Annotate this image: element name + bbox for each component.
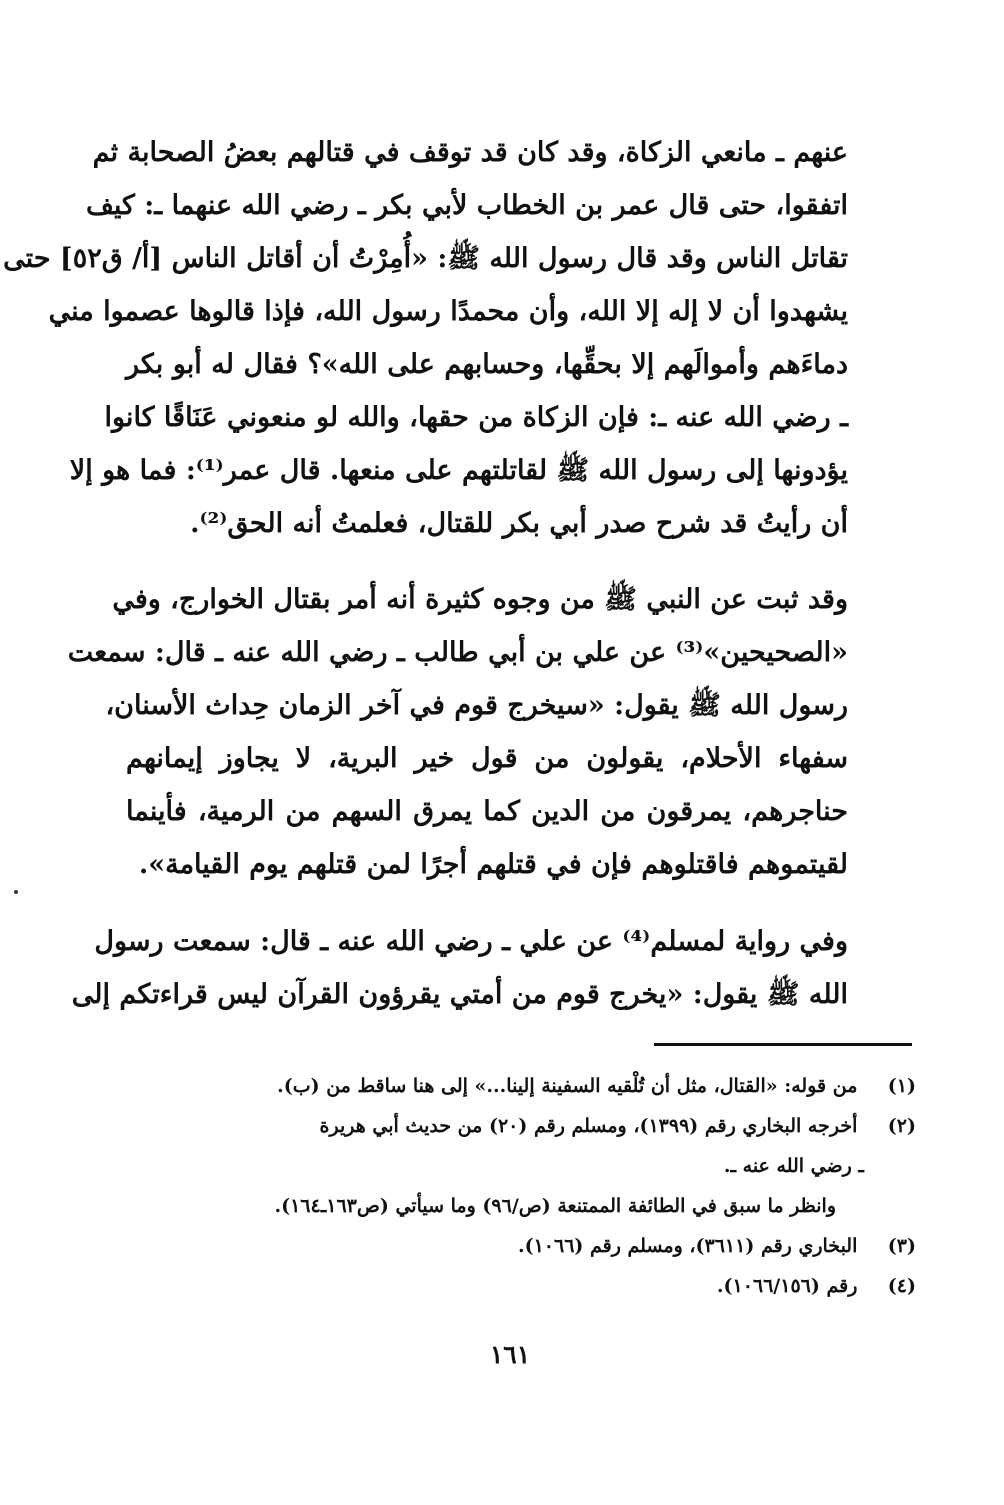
text-line: اتفقوا، حتى قال عمر بن الخطاب لأبي بكر ـ رضي الله عنهما ـ: كيف <box>85 190 848 221</box>
footnote-4 <box>126 1266 916 1306</box>
text-line: أن رأيتُ قد شرح صدر أبي بكر للقتال، فعلمتُ أنه الحق⁽²⁾. <box>190 508 848 539</box>
footnote-number: (٢) <box>887 1115 916 1137</box>
footnote-text: وانظر ما سبق في الطائفة الممتنعة (ص/٩٦) وما سيأتي (ص١٦٣ـ١٦٤). <box>274 1195 836 1217</box>
text-line: الله ﷺ يقول: «يخرج قوم من أمتي يقرؤون القرآن ليس قراءتكم إلى <box>71 979 848 1010</box>
text-line: وقد ثبت عن النبي ﷺ من وجوه كثيرة أنه أمر بقتال الخوارج، وفي <box>112 584 848 615</box>
footnote-text: رقم (١٠٦٦/١٥٦). <box>716 1275 858 1297</box>
text-line: دماءَهم وأموالَهم إلا بحقِّها، وحسابهم على الله»؟ فقال له أبو بكر <box>126 349 848 380</box>
text-line: لقيتموهم فاقتلوهم فإن في قتلهم أجرًا لمن قتلهم يوم القيامة». <box>138 849 848 880</box>
text-line: يؤدونها إلى رسول الله ﷺ لقاتلتهم على منعها. قال عمر⁽¹⁾: فما هو إلا <box>69 455 848 486</box>
paragraph-1 <box>3 126 848 550</box>
text-line: عنهم ـ مانعي الزكاة، وقد كان قد توقف في قتالهم بعضُ الصحابة ثم <box>92 137 848 168</box>
text-line: يشهدوا أن لا إله إلا الله، وأن محمدًا رسول الله، فإذا قالوها عصموا مني <box>48 296 848 327</box>
text-line: تقاتل الناس وقد قال رسول الله ﷺ: «أُمِرْتُ أن أقاتل الناس [أ/ ق٥٢] حتى <box>3 243 848 274</box>
footnote-number: (١) <box>887 1075 916 1097</box>
footnote-text: ـ رضي الله عنه ـ. <box>723 1155 864 1177</box>
text-line: سفهاء الأحلام، يقولون من قول خير البرية، لا يجاوز إيمانهم <box>126 743 848 774</box>
text-line: حناجرهم، يمرقون من الدين كما يمرق السهم من الرمية، فأينما <box>126 796 848 827</box>
footnote-2 <box>126 1106 916 1146</box>
footnotes <box>126 1066 916 1306</box>
paragraph-3 <box>71 915 848 1021</box>
text-line: وفي رواية لمسلم⁽⁴⁾ عن علي ـ رضي الله عنه ـ قال: سمعت رسول <box>94 926 848 957</box>
footnote-text: من قوله: «القتال، مثل أن تُلْقيه السفينة إلينا...» إلى هنا ساقط من (ب). <box>277 1075 858 1097</box>
footnote-number: (٤) <box>887 1275 916 1297</box>
text-line: ـ رضي الله عنه ـ: فإن الزكاة من حقها، والله لو منعوني عَنَاقًا كانوا <box>104 402 848 433</box>
footnote-1 <box>126 1066 916 1106</box>
footnote-number: (٣) <box>887 1235 916 1257</box>
text-line: «الصحيحين»⁽³⁾ عن علي بن أبي طالب ـ رضي الله عنه ـ قال: سمعت <box>67 637 848 668</box>
text-line: رسول الله ﷺ يقول: «سيخرج قوم في آخر الزمان حِداث الأسنان، <box>105 690 848 721</box>
footnote-divider <box>654 1043 912 1046</box>
footnote-2-continued <box>126 1146 916 1186</box>
footnote-text: البخاري رقم (٣٦١١)، ومسلم رقم (١٠٦٦). <box>517 1235 858 1257</box>
footnote-3 <box>126 1226 916 1266</box>
paragraph-2 <box>67 573 848 891</box>
scan-speck <box>14 890 18 894</box>
page-number: ١٦١ <box>489 1340 531 1369</box>
footnote-text: أخرجه البخاري رقم (١٣٩٩)، ومسلم رقم (٢٠) من حديث أبي هريرة <box>319 1115 858 1137</box>
footnote-2-note <box>126 1186 916 1226</box>
